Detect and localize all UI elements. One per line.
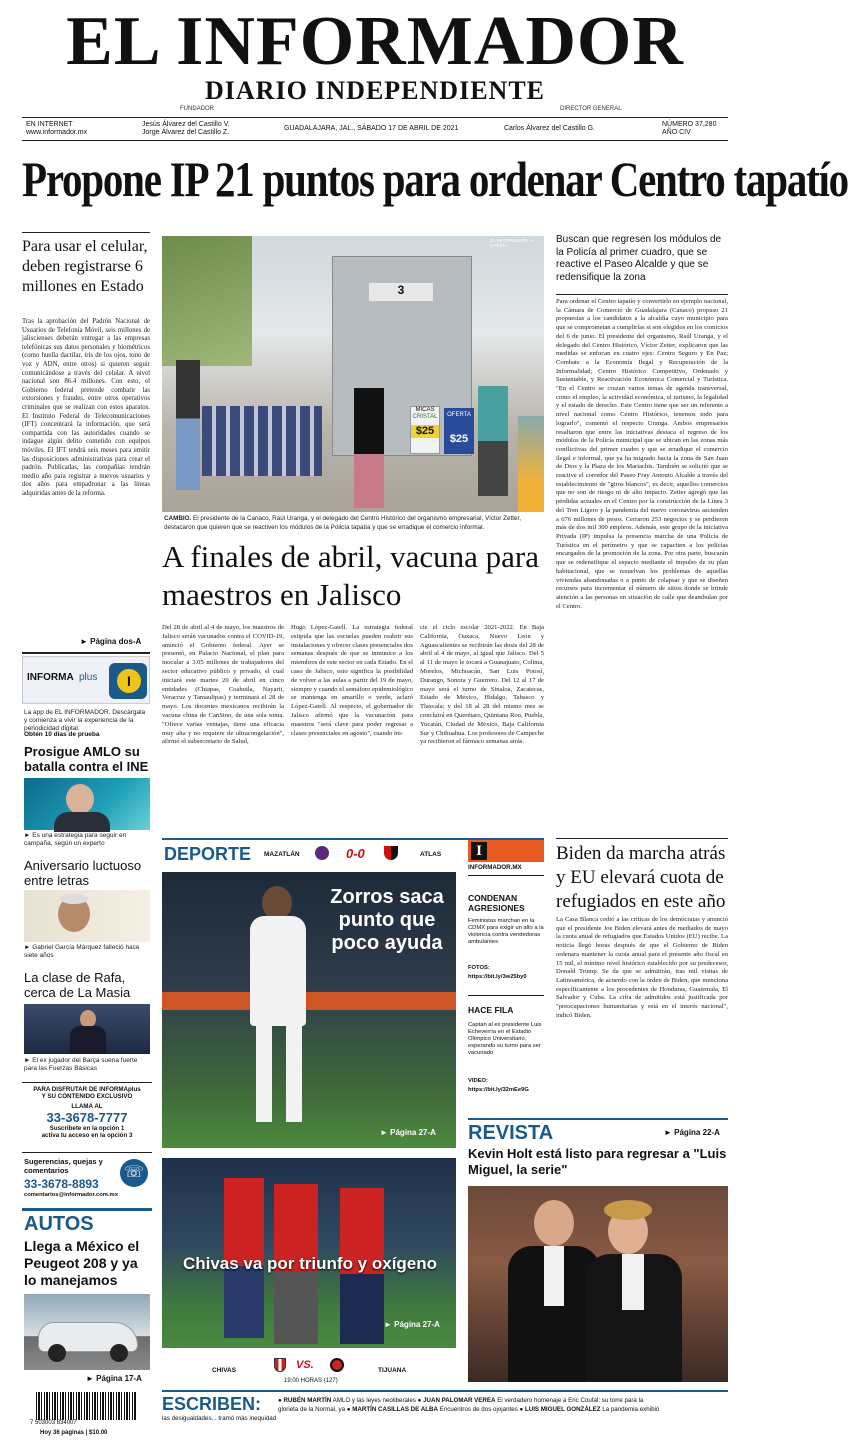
contact-email[interactable]: comentarios@informador.com.mx <box>24 1192 118 1198</box>
revista-photo <box>468 1186 728 1382</box>
column-2-cont: glorieta de la Normal, ya <box>278 1406 346 1413</box>
offer-sign <box>444 408 474 454</box>
person-shape <box>176 360 200 490</box>
informaplus-brand: INFORMA <box>27 672 74 683</box>
columnist-2[interactable]: JUAN PALOMAR VEREA <box>423 1397 496 1404</box>
subscribe-line1: PARA DISFRUTAR DE INFORMAplus <box>33 1086 141 1093</box>
column-4: La pandemia exhibió <box>602 1406 660 1413</box>
jersey-shape <box>70 1026 106 1054</box>
mx-body-1: Feministas marchan en la CDMX para exigir un alto a la violencia contra vendedoras ambulantes <box>468 918 544 945</box>
mx-title-1[interactable]: CONDENAN AGRESIONES <box>468 893 525 913</box>
divider <box>162 1390 728 1392</box>
centro-caption <box>164 515 544 532</box>
bin-shape <box>518 416 544 512</box>
subscribe-phone[interactable]: 33-3678-7777 <box>46 1110 128 1125</box>
rafa-headline[interactable]: La clase de Rafa, cerca de La Masia <box>24 970 131 1000</box>
sign-text-1: MICAS <box>415 407 435 413</box>
founder-name-2: Jorge Álvarez del Castillo Z. <box>142 129 230 136</box>
person-shape <box>478 386 508 496</box>
suit-shape <box>54 812 110 832</box>
caption-text: El presidente de la Canaco, Raúl Uranga, y el delegado del Centro Histórico del organismo empresarial, Víctor Zetter, destacaron que quieren que se reactiven los módulos de la Policía tapatía y que se erradique el comercio informal. <box>164 515 522 531</box>
car-wheel-shape <box>110 1344 128 1362</box>
sign-price-2: $25 <box>449 433 469 445</box>
zorros-photo <box>162 872 456 1148</box>
person-shape <box>354 388 384 508</box>
divider <box>22 232 150 233</box>
revista-headline[interactable]: Kevin Holt está listo para regresar a "Luis Miguel, la serie" <box>468 1146 727 1177</box>
informaplus-body: La app de EL INFORMADOR. Descárgala y comienza a vivir la experiencia de la periodicidad digital. <box>24 709 146 732</box>
amlo-headline[interactable]: Prosigue AMLO su batalla contra el INE <box>24 744 149 774</box>
amlo-caption: ► Es una estrategia para seguir en campaña, según un experto <box>24 832 127 847</box>
sign-text-2: CRISTAL <box>412 414 438 420</box>
vaccine-col-1: Del 28 de abril al 4 de mayo, los maestros de Jalisco serán vacunados contra el COVID-19, anunció el Gobierno federal. Ayer se presentó, en Palacio Nacional, el plan para inocular a 3.05 millones de trabajadores del sector educativo público y privado, el cual iniciará este martes 20 de abril en cinco entidades (Chiapas, Coahuila, Nayarit, Veracruz y Tamaulipas) y terminará el 28 de mayo. Los docentes mexicanos recibirán la vacuna china de CanSino, de una sola toma. "Ofrece varias ventajas, tiene una eficacia muy alta y no requiere de ultracongelación", afirmó el subsecretario de Salud, <box>162 624 284 746</box>
tree-shape <box>162 236 252 366</box>
edition-price: Hoy 36 páginas | $10.00 <box>40 1430 108 1436</box>
revista-section[interactable]: REVISTA <box>468 1122 554 1144</box>
sign-text-3: OFERTA <box>447 412 471 418</box>
caption-label: CAMBIO. <box>164 515 192 522</box>
columnist-3[interactable]: MARTÍN CASILLAS DE ALBA <box>352 1406 438 1413</box>
barcode <box>36 1392 136 1420</box>
newspaper-title: EL INFORMADOR <box>66 3 684 80</box>
column-1: AMLO y las leyes neoliberales <box>332 1397 416 1404</box>
hair-shape <box>60 894 88 904</box>
gabo-caption: ► Gabriel García Márquez falleció hace siete años <box>24 944 140 959</box>
subscribe-line3: LLAMA AL <box>71 1103 103 1110</box>
biden-body: La Casa Blanca cedió a las críticas de los demócratas y anunció que el presidente Joe Biden elevará antes de mediados de mayo la cuota anual de refugiados que Estados Unidos (EU) recibe. La noticia llegó horas después de que el Gobierno de Biden ordenara mantener la cuota anual para el presente año fiscal en 15 mil, el mínimo nivel histórico establecido por su predecesor, Donald Trump. Se da que se admitirán, tras mil visitas de Latinoamérica, de acuerdo con la orden de Biden, que menciona específicamente a los procedentes de Honduras, Guatemala, El Salvador y Cuba. La cifra de admitidos está justificada por "preocupaciones humanitarias y está en el interés nacional", indicó Biden. <box>556 916 728 1019</box>
column-2: El verdadero homenaje a Eric Coufal: su torre para la <box>497 1397 644 1404</box>
informadormx-logo: I <box>471 842 487 860</box>
divider <box>468 1118 728 1120</box>
informadormx-banner[interactable] <box>468 840 544 862</box>
match-vs: VS. <box>296 1359 314 1371</box>
tijuana-crest-icon <box>330 1358 344 1372</box>
gabo-photo <box>24 890 150 942</box>
shirt-shape <box>622 1254 644 1310</box>
contact-box[interactable] <box>22 1152 152 1202</box>
subscribe-opt1: Suscríbete en la opción 1 <box>49 1125 125 1132</box>
divider <box>22 1208 152 1211</box>
informaplus-brand-plus: plus <box>79 672 98 683</box>
player-head-shape <box>262 886 292 920</box>
vaccine-col-2: Hugo López-Gatell. La estrategia federal estipula que las escuelas pueden reabrir sus instalaciones y ofrecer clases presenciales dos semanas después de que se inmunice a los miembros de este sector en cada Estado. En el caso de Jalisco, esto significa la posibilidad de volver a las aulas a partir del 19 de mayo, siempre y cuando el semáforo epidemiológico se mantenga en amarillo o verde, aclaró López-Gatell. Al respecto, el gobernador de Jalisco afirmó que la vacunación para maestros "será clave para poder regresar a clases presenciales en agosto", cuando ini- <box>291 624 413 737</box>
web-label: EN INTERNET <box>26 121 73 128</box>
divider <box>22 652 150 654</box>
mazatlan-crest-icon <box>315 846 329 860</box>
left-story-body: Tras la aprobación del Padrón Nacional de Usuarios de Telefonía Móvil, seis millones de jaliscienses deberán entregar a las empresas telefónicas sus datos personales y biométricos (como huella dactilar, iris de los ojos, tono de voz y ADN, entre otros) si quieren seguir comunicándose a través del celular. A nivel nacional son 86.4 millones. Con esto, el Gobierno federal pretende combatir las extorsiones y fraudes, entre otros operativos criminales que se realizan con estos aparatos. El Instituto Federal de Telecomunicaciones (IFT) concentrará la información, que será compartida con las autoridades cuando se indague algún delito cometido con equipos móviles. El IFT tendrá seis meses para emitir las disposiciones administrativas para crear el padrón. Publicadas, las compañías tendrán medio año para registrar a nuevos usuarios y dos años para empadronar a las líneas adquiridas antes de la reforma. <box>22 318 150 497</box>
columnists-line-2[interactable]: glorieta de la Normal, ya ● MARTÍN CASILLAS DE ALBA Encuentros de dos ojojantes ● LUIS MIGUEL GONZÁLEZ La pandemia exhibió <box>278 1406 660 1413</box>
autos-photo <box>24 1294 150 1370</box>
match-home: CHIVAS <box>212 1367 237 1374</box>
chivas-page-ref[interactable]: ► Página 27-A <box>384 1320 440 1329</box>
biden-headline[interactable]: Biden da marcha atrás y EU elevará cuota de refugiados en este año <box>556 843 726 912</box>
mx-title-2[interactable]: HACE FILA <box>468 1005 514 1015</box>
columnist-4[interactable]: LUIS MIGUEL GONZÁLEZ <box>524 1406 601 1413</box>
director-name: Carlos Álvarez del Castillo G. <box>504 125 596 132</box>
right-story-body: Para ordenar el Centro tapatío y convertirlo en ejemplo nacional, la Cámara de Comercio de Guadalajara (Canaco) propuso 21 propuestas a los candidatos a la alcaldía cuyo municipio para que se comprometan a cumplirlas si son elegidos en los comicios del 6 de junio. El presidente del organismo, Raúl Uranga, y el delegado del Centro Histórico, Víctor Zetter, explicaron que las medidas se enfocan en cuatro ejes: Centro Seguro y En Paz; Combate a la Economía Ilegal y Recuperación de la Informalidad; Centro Histórico Competitivo, Ordenado y Sustentable, y Reactivación Económica Comercial y Turística. "En el Centro se cruzan varios temas de agenda transversal, como el empleo, la actividad económica, el turismo, la legalidad y el estado de derecho. Este Centro tiene que ser un referente a nivel nacional como Centro Histórico, tenemos todo para lograrlo", comentó el respecto Uranga. Ambos empresarios resaltaron que entre las iniciativas destaca el regreso de los módulos de la Policía municipal que se ubican en las zonas más conflictivas del primer cuadro y que se erradique el comercio ilegal e informal, que ya ha migrado hacia la zona de San Juan de Dios y la Plaza de los Mariachis. También se solicitó que se reactive el corredor del Paseo Fray Antonio Alcalde a través del establecimiento de "giros blancos", es decir, aquellos comercios que no son de riesgo ni de alto impacto. Zetter agregó que las pérdidas actuales en el Centro por la construcción de la Línea 3 del Tren Ligero y la pandemia del nuevo coronavirus ascienden a 676 millones de pesos. Cerraron 253 negocios y se perdieron más de dos mil 300 empleos. Además, este grupo de la iniciativa Privada (IP) impulsa la presencia marcha de una Policía de Turística en el perímetro y que se capaciten a los policías encargados de la promoción de la zona. Por otra parte, buscarán que se redensifique el espacio mediante el impulso de su plan habitacional, que se resuelvan los problemas de aquellas viviendas abandonadas o a punto de colapsar y que se diseñen recursos para incrementar el número de sitios donde se brinde atención a las personas en situación de calle que deambulan por el Centro. <box>556 298 728 610</box>
issue-number: NÚMERO 37,280 <box>662 121 717 128</box>
divider <box>556 838 728 839</box>
autos-page-ref[interactable]: ► Página 17-A <box>86 1374 142 1383</box>
contact-title: Sugerencias, quejas y comentarios <box>24 1157 103 1175</box>
main-headline[interactable]: Propone IP 21 puntos para ordenar Centro tapatío <box>22 151 848 207</box>
photo-credit: EL INFORMADOR · A. GARCÍA <box>490 238 536 248</box>
divider <box>556 294 728 295</box>
autos-headline[interactable]: Llega a México el Peugeot 208 y ya lo manejamos <box>24 1238 140 1288</box>
mx-label-1: FOTOS: <box>468 965 490 971</box>
vaccine-headline[interactable]: A finales de abril, vacuna para maestros en Jalisco <box>162 539 539 612</box>
mx-label-2: VIDEO: <box>468 1078 488 1084</box>
masthead <box>0 0 750 120</box>
kiosk-sign: 3 <box>369 283 433 301</box>
price-sign <box>410 406 440 454</box>
web-url[interactable]: www.informador.mx <box>26 129 88 136</box>
divider <box>468 995 544 996</box>
subscribe-box[interactable] <box>22 1082 152 1150</box>
divider <box>468 875 544 876</box>
zorros-headline[interactable]: Zorros saca punto que poco ayuda <box>330 886 444 954</box>
mx-body-2: Captan al ex presidente Luis Echeverría en el Estadio Olímpico Universitario, esperando su turno para ser vacunado <box>468 1022 542 1056</box>
match-away: TIJUANA <box>378 1367 407 1374</box>
informadormx-brand[interactable]: INFORMADOR.MX <box>468 864 522 871</box>
right-story-deck[interactable]: Buscan que regresen los módulos de la Policía al primer cuadro, que se reactive el Paseo Alcalde y que se redensifique la zona <box>556 234 722 283</box>
result-home: MAZATLÁN <box>264 851 300 858</box>
informaplus-box[interactable] <box>22 656 150 704</box>
gabo-headline[interactable]: Aniversario luctuoso entre letras <box>24 858 142 888</box>
shirt-shape <box>544 1246 564 1306</box>
car-wheel-shape <box>48 1344 66 1362</box>
player-leg-shape <box>256 1022 272 1122</box>
mx-link-2[interactable]: https://bit.ly/32mEe9G <box>468 1087 529 1093</box>
chivas-crest-icon <box>274 1358 286 1372</box>
columnists-line-3: las desigualdades... tramó más inequidad <box>162 1415 277 1422</box>
subscribe-line2: Y SU CONTENIDO EXCLUSIVO <box>41 1093 133 1100</box>
ad-board-shape <box>162 992 456 1010</box>
player-leg-shape <box>286 1022 302 1122</box>
informaplus-app-icon <box>109 663 147 699</box>
atlas-crest-icon <box>384 846 398 860</box>
player-jersey-shape <box>250 916 306 1026</box>
match-time: 19:00 HORAS (127) <box>284 1378 338 1384</box>
deporte-section[interactable]: DEPORTE <box>164 844 252 864</box>
centro-photo <box>162 236 544 512</box>
sign-price-1: $25 <box>411 425 439 438</box>
revista-page-ref[interactable]: ► Página 22-A <box>664 1128 720 1137</box>
chivas-photo <box>162 1158 456 1348</box>
contact-phone[interactable]: 33-3678-8893 <box>24 1177 99 1191</box>
face-shape <box>66 784 94 814</box>
director-label: DIRECTOR GENERAL <box>560 106 622 112</box>
rafa-photo <box>24 1004 150 1054</box>
subscribe-opt2: activa tu acceso en la opción 3 <box>41 1132 133 1139</box>
info-bar <box>22 117 728 141</box>
amlo-photo <box>24 778 150 830</box>
phone-icon: ☏ <box>120 1159 148 1187</box>
informaplus-cta[interactable]: Obtén 10 días de prueba <box>24 731 100 738</box>
columnist-1[interactable]: RUBÉN MARTÍN <box>283 1397 332 1404</box>
left-story-headline[interactable]: Para usar el celular, deben registrarse 6 millones en Estado <box>22 238 148 295</box>
founder-name-1: Jesús Álvarez del Castillo V. <box>142 121 230 128</box>
hair-shape <box>604 1200 652 1220</box>
newspaper-subtitle: DIARIO INDEPENDIENTE <box>205 76 545 105</box>
informaplus-logo: I <box>117 669 141 693</box>
dateline: GUADALAJARA, JAL., SÁBADO 17 DE ABRIL DE 2021 <box>284 125 459 132</box>
result-away: ATLAS <box>420 851 442 858</box>
column-3: Encuentros de dos ojojantes <box>439 1406 518 1413</box>
chivas-headline[interactable]: Chivas va por triunfo y oxígeno <box>182 1254 438 1273</box>
autos-section[interactable]: AUTOS <box>24 1213 94 1235</box>
escriben-label: ESCRIBEN: <box>162 1394 262 1414</box>
face-shape <box>534 1200 574 1246</box>
barcode-number: 7 503003 834007 <box>30 1420 77 1426</box>
rafa-caption: ► El ex jugador del Barça suena fuerte para las Fuerzas Básicas <box>24 1057 138 1072</box>
mx-link-1[interactable]: https://bit.ly/3w25by0 <box>468 974 527 980</box>
match-score: 0-0 <box>346 846 365 861</box>
zorros-page-ref[interactable]: ► Página 27-A <box>380 1128 436 1137</box>
issue-year: AÑO CIV <box>662 129 691 136</box>
stall-shape <box>202 406 322 476</box>
founder-label: FUNDADOR <box>180 106 214 112</box>
vaccine-col-3: cie el ciclo escolar 2021-2022. En Baja California, Oaxaca, Nuevo León y Aguascalientes se recibirán las dosis del 28 de abril al 4 de mayo, al igual que Jalisco. Del 5 al 11 de mayo le tocará a Guanajuato, Colima, Morelos, Michoacán, San Luis Potosí, Durango, Sonora y Guerrero. Del 12 al 17 de mayo será el turno de Sinaloa, Zacatecas, Estado de México, Hidalgo, Tabasco y Tlaxcala; y del 18 al 28 del mismo mes se concluirá en Querétaro, Quintana Roo, Puebla, Yucatán, Ciudad de México, Baja California Sur y Chihuahua. Los profesores de Campeche ya recibieron el fármaco semanas atrás. <box>420 624 544 746</box>
columnists-line-1[interactable]: ● RUBÉN MARTÍN AMLO y las leyes neoliberales ● JUAN PALOMAR VEREA El verdadero homenaje a Eric Coufal: su torre para la <box>278 1397 644 1404</box>
left-story-page-ref[interactable]: ► Página dos-A <box>80 637 142 646</box>
